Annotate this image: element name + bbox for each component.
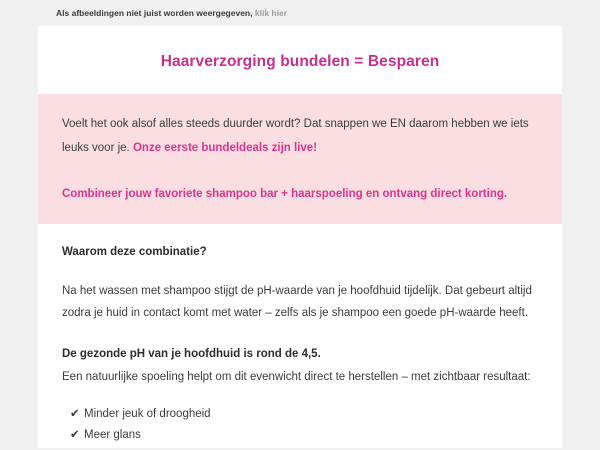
email-body (38, 26, 562, 448)
list-item (70, 425, 538, 446)
check-icon: ✔ (70, 429, 80, 441)
page-title: Haarverzorging bundelen = Besparen (160, 53, 440, 70)
preheader (0, 0, 600, 26)
benefit-label: Minder jeuk of droogheid (84, 408, 211, 420)
explanation-paragraph: Na het wassen met shampoo stijgt de pH-waarde van je hoofdhuid tijdelijk. Dat gebeurt altijd zodra je huid in contact komt met water – zelfs als je shampoo een goede pH-waarde heeft. (62, 285, 532, 319)
callout-combine-line: Combineer jouw favoriete shampoo bar + haarspoeling en ontvang direct korting. (62, 188, 508, 200)
check-icon: ✔ (70, 408, 80, 420)
ph-description-line: Een natuurlijke spoeling helpt om dit evenwicht direct te herstellen – met zichtbaar resultaat: (62, 371, 531, 383)
benefit-label: Meer glans (84, 429, 141, 441)
benefits-list (62, 404, 538, 446)
callout-highlight-text: Onze eerste bundeldeals zijn live! (132, 142, 318, 154)
headline-block (38, 26, 562, 94)
callout-intro-text: Voelt het ook alsof alles steeds duurder wordt? Dat snappen we EN daarom hebben we iets leuks voor je. (62, 118, 529, 154)
ph-value-line: De gezonde pH van je hoofdhuid is rond de 4,5. (62, 348, 321, 360)
preheader-view-online-link[interactable]: klik hier (254, 8, 288, 18)
callout-intro-paragraph (62, 112, 538, 160)
main-content (38, 224, 562, 446)
promo-callout (38, 94, 562, 224)
section-title-why-combination: Waarom deze combinatie? (62, 246, 207, 258)
preheader-text: Als afbeeldingen niet juist worden weergegeven, (56, 8, 253, 18)
list-item (70, 404, 538, 425)
